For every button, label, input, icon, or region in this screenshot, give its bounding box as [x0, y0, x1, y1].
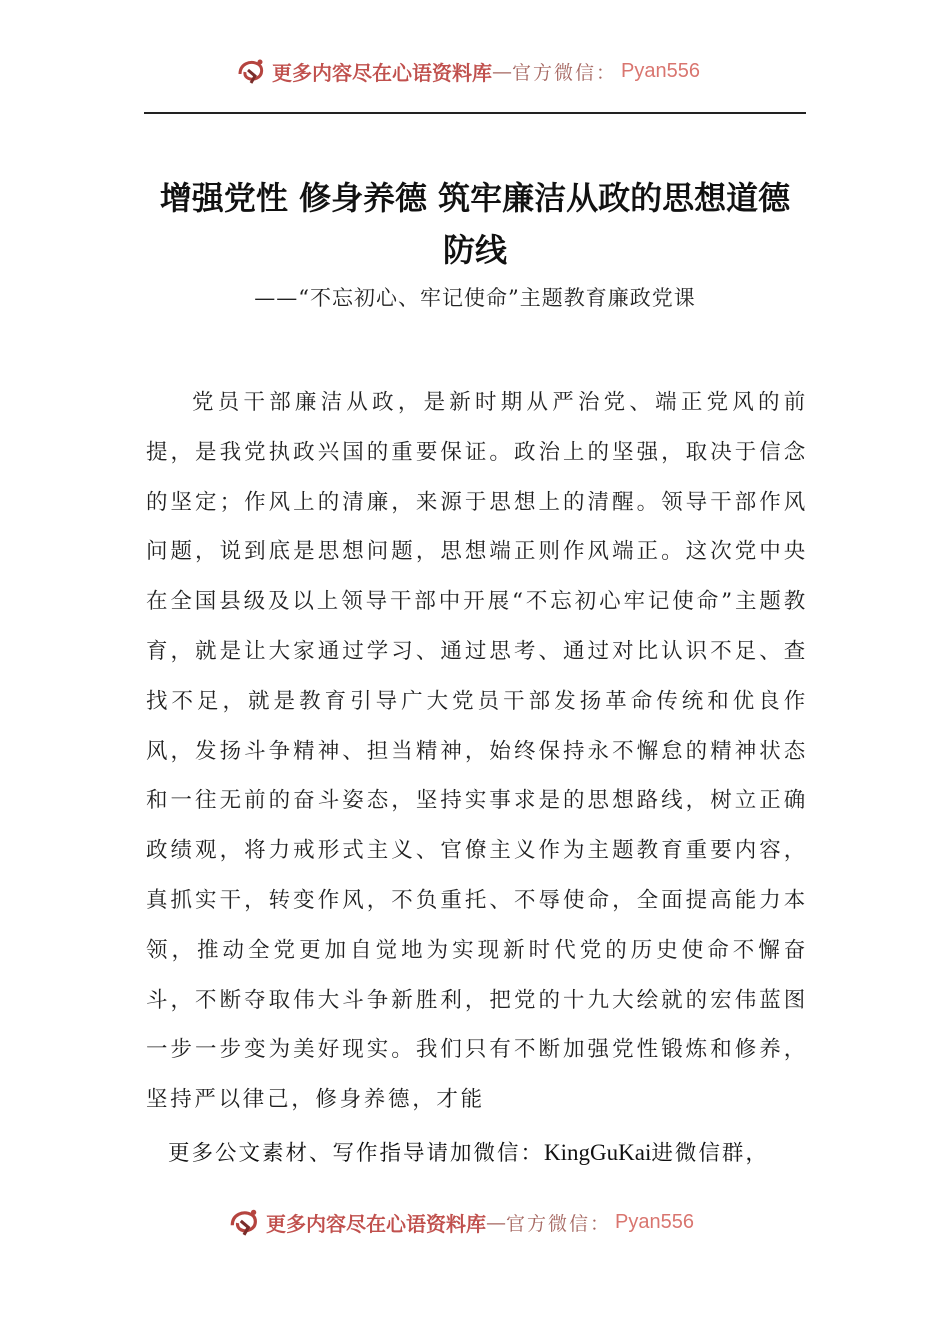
footer-note-contact: KingGuKai — [544, 1140, 652, 1165]
footer-contact-note — [168, 1136, 769, 1167]
header-separator: — — [492, 59, 512, 83]
document-subtitle: ——“不忘初心、牢记使命”主题教育廉政党课 — [254, 286, 696, 310]
header-watermark — [236, 54, 700, 88]
header-brand-text: 更多内容尽在心语资料库 — [272, 60, 492, 85]
footer-wechat-label: 官方微信： — [506, 1212, 612, 1235]
footer-note-suffix: 进微信群， — [651, 1141, 769, 1166]
footer-watermark — [228, 1204, 694, 1240]
header-wechat-label: 官方微信： — [512, 61, 618, 84]
footer-note-prefix: 更多公文素材、写作指导请加微信： — [168, 1141, 545, 1166]
brand-logo-icon — [236, 56, 266, 86]
footer-wechat-id: Pyan556 — [615, 1210, 694, 1233]
document-title: 增强党性 修身养德 筑牢廉洁从政的思想道德防线 — [159, 179, 791, 269]
header-divider — [144, 112, 806, 114]
footer-brand-text: 更多内容尽在心语资料库 — [266, 1211, 486, 1236]
header-wechat-id: Pyan556 — [621, 59, 700, 82]
brand-logo-icon — [228, 1206, 260, 1238]
footer-separator: — — [486, 1210, 506, 1234]
body-paragraph: 党员干部廉洁从政，是新时期从严治党、端正党风的前提，是我党执政兴国的重要保证。政治上的坚强，取决于信念的坚定；作风上的清廉，来源于思想上的清醒。领导干部作风问题，说到底是思想问题，思想端正则作风端正。这次党中央在全国县级及以上领导干部中开展“不忘初心牢记使命”主题教育，就是让大家通过学习、通过思考、通过对比认识不足、查找不足，就是教育引导广大党员干部发扬革命传统和优良作风，发扬斗争精神、担当精神，始终保持永不懈怠的精神状态和一往无前的奋斗姿态，坚持实事求是的思想路线，树立正确政绩观，将力戒形式主义、官僚主义作为主题教育重要内容，真抓实干，转变作风，不负重托、不辱使命，全面提高能力本领，推动全党更加自觉地为实现新时代党的历史使命不懈奋斗，不断夺取伟大斗争新胜利，把党的十九大绘就的宏伟蓝图一步一步变为美好现实。我们只有不断加强党性锻炼和修养，坚持严以律己，修身养德，才能 — [146, 390, 808, 1113]
